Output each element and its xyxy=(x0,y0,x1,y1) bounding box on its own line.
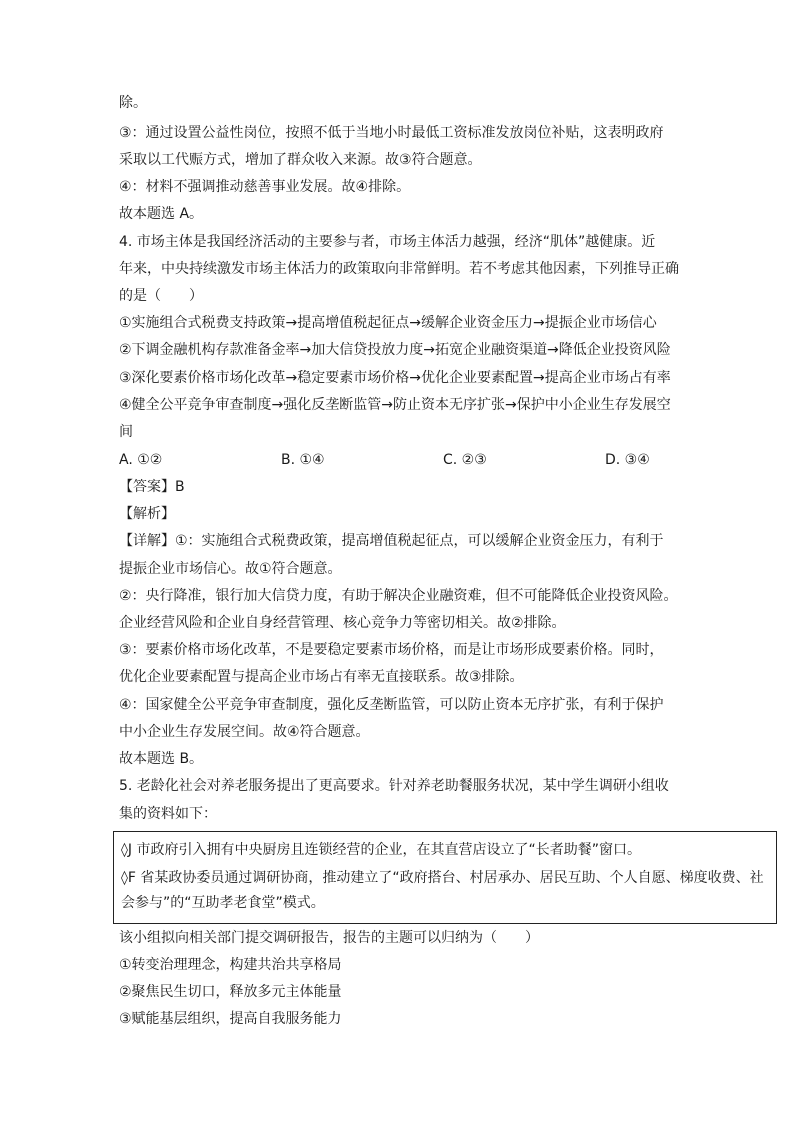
q4-option-d: D. ③④ xyxy=(605,452,650,468)
prev-tail-conclusion: 故本题选 A。 xyxy=(119,206,204,222)
q5-statement-3: ③赋能基层组织，提高自我服务能力 xyxy=(119,1011,342,1027)
q4-detail-line: ④：国家健全公平竞争审查制度，强化反垄断监管，可以防止资本无序扩张，有利于保护 xyxy=(119,697,664,713)
q4-answer: 【答案】B xyxy=(119,479,185,495)
q5-statement-2: ②聚焦民生切口，释放多元主体能量 xyxy=(119,984,342,1000)
q5-stem-line: 集的资料如下： xyxy=(119,806,217,822)
q4-analysis-label: 【解析】 xyxy=(119,506,175,522)
q4-stem-line: 的是（ ） xyxy=(119,288,203,304)
q5-stem-line: 5. 老龄化社会对养老服务提出了更高要求。针对养老助餐服务状况，某中学生调研小组收 xyxy=(119,778,669,794)
q5-material-line: 会参与”的“互助孝老食堂”模式。 xyxy=(121,895,325,911)
q4-statement-4-cont: 间 xyxy=(119,424,133,440)
prev-tail-line: ④：材料不强调推动慈善事业发展。故④排除。 xyxy=(119,179,411,195)
q5-statement-1: ①转变治理理念，构建共治共享格局 xyxy=(119,957,342,973)
q5-material-line: ◊J 市政府引入拥有中央厨房且连锁经营的企业，在其直营店设立了“长者助餐”窗口。 xyxy=(121,842,642,858)
q4-detail-line: 【详解】①：实施组合式税费政策，提高增值税起征点，可以缓解企业资金压力，有利于 xyxy=(119,533,664,549)
q4-detail-line: ②：央行降准，银行加大信贷力度，有助于解决企业融资难，但不可能降低企业投资风险。 xyxy=(119,588,678,604)
q4-statement-1: ①实施组合式税费支持政策→提高增值税起征点→缓解企业资金压力→提振企业市场信心 xyxy=(119,315,657,331)
prev-tail-line: 采取以工代赈方式，增加了群众收入来源。故③符合题意。 xyxy=(119,152,482,168)
q5-question: 该小组拟向相关部门提交调研报告，报告的主题可以归纳为（ ） xyxy=(119,930,539,946)
q4-statement-4: ④健全公平竞争审查制度→强化反垄断监管→防止资本无序扩张→保护中小企业生存发展空 xyxy=(119,397,671,413)
q4-detail-conclusion: 故本题选 B。 xyxy=(119,751,204,767)
q4-statement-2: ②下调金融机构存款准备金率→加大信贷投放力度→拓宽企业融资渠道→降低企业投资风险 xyxy=(119,342,671,358)
q4-detail-line: ③：要素价格市场化改革，不是要稳定要素市场价格，而是让市场形成要素价格。同时， xyxy=(119,642,664,658)
q4-option-a: A. ①② xyxy=(119,452,163,468)
q4-detail-line: 优化企业要素配置与提高企业市场占有率无直接联系。故③排除。 xyxy=(119,669,524,685)
q4-stem-line: 4. 市场主体是我国经济活动的主要参与者，市场主体活力越强，经济“肌体”越健康。近 xyxy=(119,234,656,250)
q4-option-c: C. ②③ xyxy=(443,452,487,468)
q4-option-b: B. ①④ xyxy=(281,452,325,468)
prev-tail-line: 除。 xyxy=(119,95,147,111)
q4-statement-3: ③深化要素价格市场化改革→稳定要素市场价格→优化企业要素配置→提高企业市场占有率 xyxy=(119,370,671,386)
prev-tail-line: ③：通过设置公益性岗位，按照不低于当地小时最低工资标准发放岗位补贴，这表明政府 xyxy=(119,125,664,141)
q4-detail-line: 提振企业市场信心。故①符合题意。 xyxy=(119,561,342,577)
q4-detail-line: 中小企业生存发展空间。故④符合题意。 xyxy=(119,724,370,740)
q4-detail-line: 企业经营风险和企业自身经营管理、核心竞争力等密切相关。故②排除。 xyxy=(119,615,566,631)
q4-stem-line: 年来，中央持续激发市场主体活力的政策取向非常鲜明。若不考虑其他因素，下列推导正确 xyxy=(119,261,679,277)
q5-material-line: ◊F 省某政协委员通过调研协商，推动建立了“政府搭台、村居承办、居民互助、个人自愿、梯度收费、社 xyxy=(121,870,764,886)
q5-material-box xyxy=(113,831,777,924)
